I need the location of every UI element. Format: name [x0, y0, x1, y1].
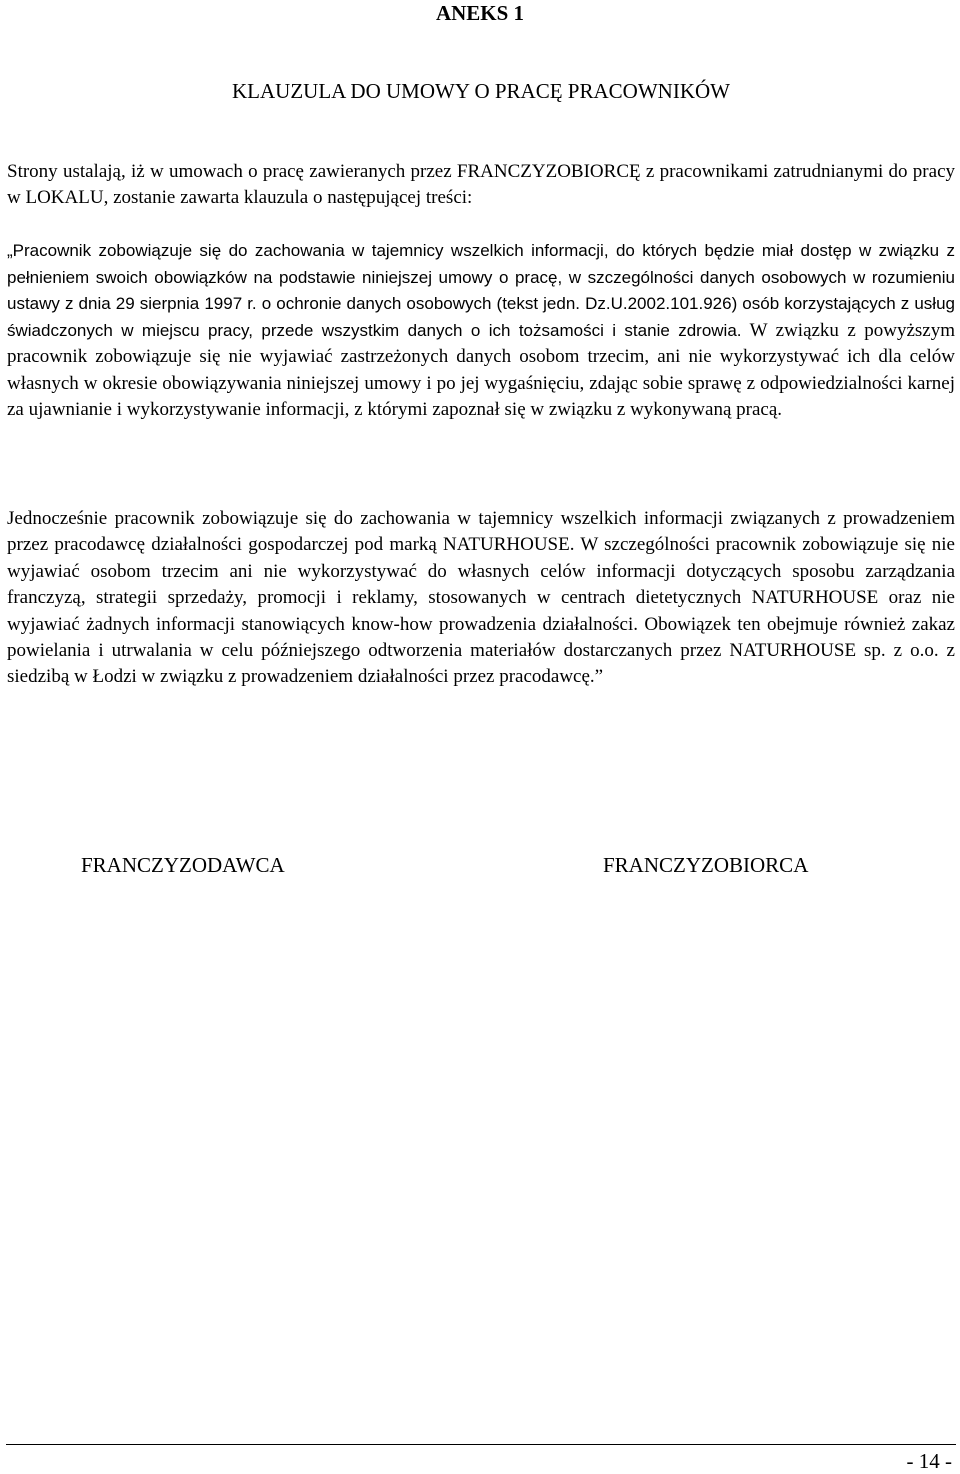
- signature-franchisor: FRANCZYZODAWCA: [81, 853, 285, 877]
- clause-text-serif: W związku z powyższym pracownik zobowiązuje się nie wyjawiać zastrzeżonych danych osobom trzecim, ani nie wykorzystywać ich dla celów własnych w okresie obowiązywania niniejszej umowy i po jej wygaśnięciu, zdając sobie sprawę z odpowiedzialności karnej za ujawnianie i wykorzystywanie informacji, z którymi zapoznał się w związku z wykonywaną pracą.: [7, 319, 955, 420]
- clause-paragraph-2: Jednocześnie pracownik zobowiązuje się do zachowania w tajemnicy wszelkich informacji związanych z prowadzeniem przez pracodawcę działalności gospodarczej pod marką NATURHOUSE. W szczególności pracownik zobowiązuje się nie wyjawiać osobom trzecim ani nie wykorzystywać do własnych celów informacji dotyczących sposobu zarządzania franczyzą, strategii sprzedaży, promocji i reklamy, stosowanych w centrach dietetycznych NATURHOUSE oraz nie wyjawiać żadnych informacji stanowiących know-how prowadzenia działalności. Obowiązek ten obejmuje również zakaz powielania i utrwalania w celu późniejszego odtworzenia materiałów dostarczanych przez NATURHOUSE sp. z o.o. z siedzibą w Łodzi w związku z prowadzeniem działalności przez pracodawcę.”: [7, 508, 955, 688]
- signature-franchisee: FRANCZYZOBIORCA: [603, 853, 809, 877]
- page-number: - 14 -: [906, 1449, 952, 1473]
- document-title: KLAUZULA DO UMOWY O PRACĘ PRACOWNIKÓW: [232, 79, 730, 103]
- intro-paragraph: Strony ustalają, iż w umowach o pracę zawieranych przez FRANCZYZOBIORCĘ z pracownikami zatrudnianymi do pracy w LOKALU, zostanie zawarta klauzula o następującej treści:: [7, 161, 955, 209]
- clause-paragraph-1: [7, 238, 955, 424]
- clause-text-sans: „Pracownik zobowiązuje się do zachowania w tajemnicy wszelkich informacji, do których będzie miał dostęp w związku z pełnieniem swoich obowiązków na podstawie niniejszej umowy o pracę, w szczególności danych osobowych w rozumieniu ustawy z dnia 29 sierpnia 1997 r. o ochronie danych osobowych (tekst jedn. Dz.U.2002.101.926) osób korzystających z usług świadczonych w miejscu pracy, przede wszystkim danych o ich tożsamości i stanie zdrowia.: [7, 241, 955, 340]
- footer-divider: [6, 1444, 956, 1445]
- annex-heading: ANEKS 1: [435, 1, 525, 25]
